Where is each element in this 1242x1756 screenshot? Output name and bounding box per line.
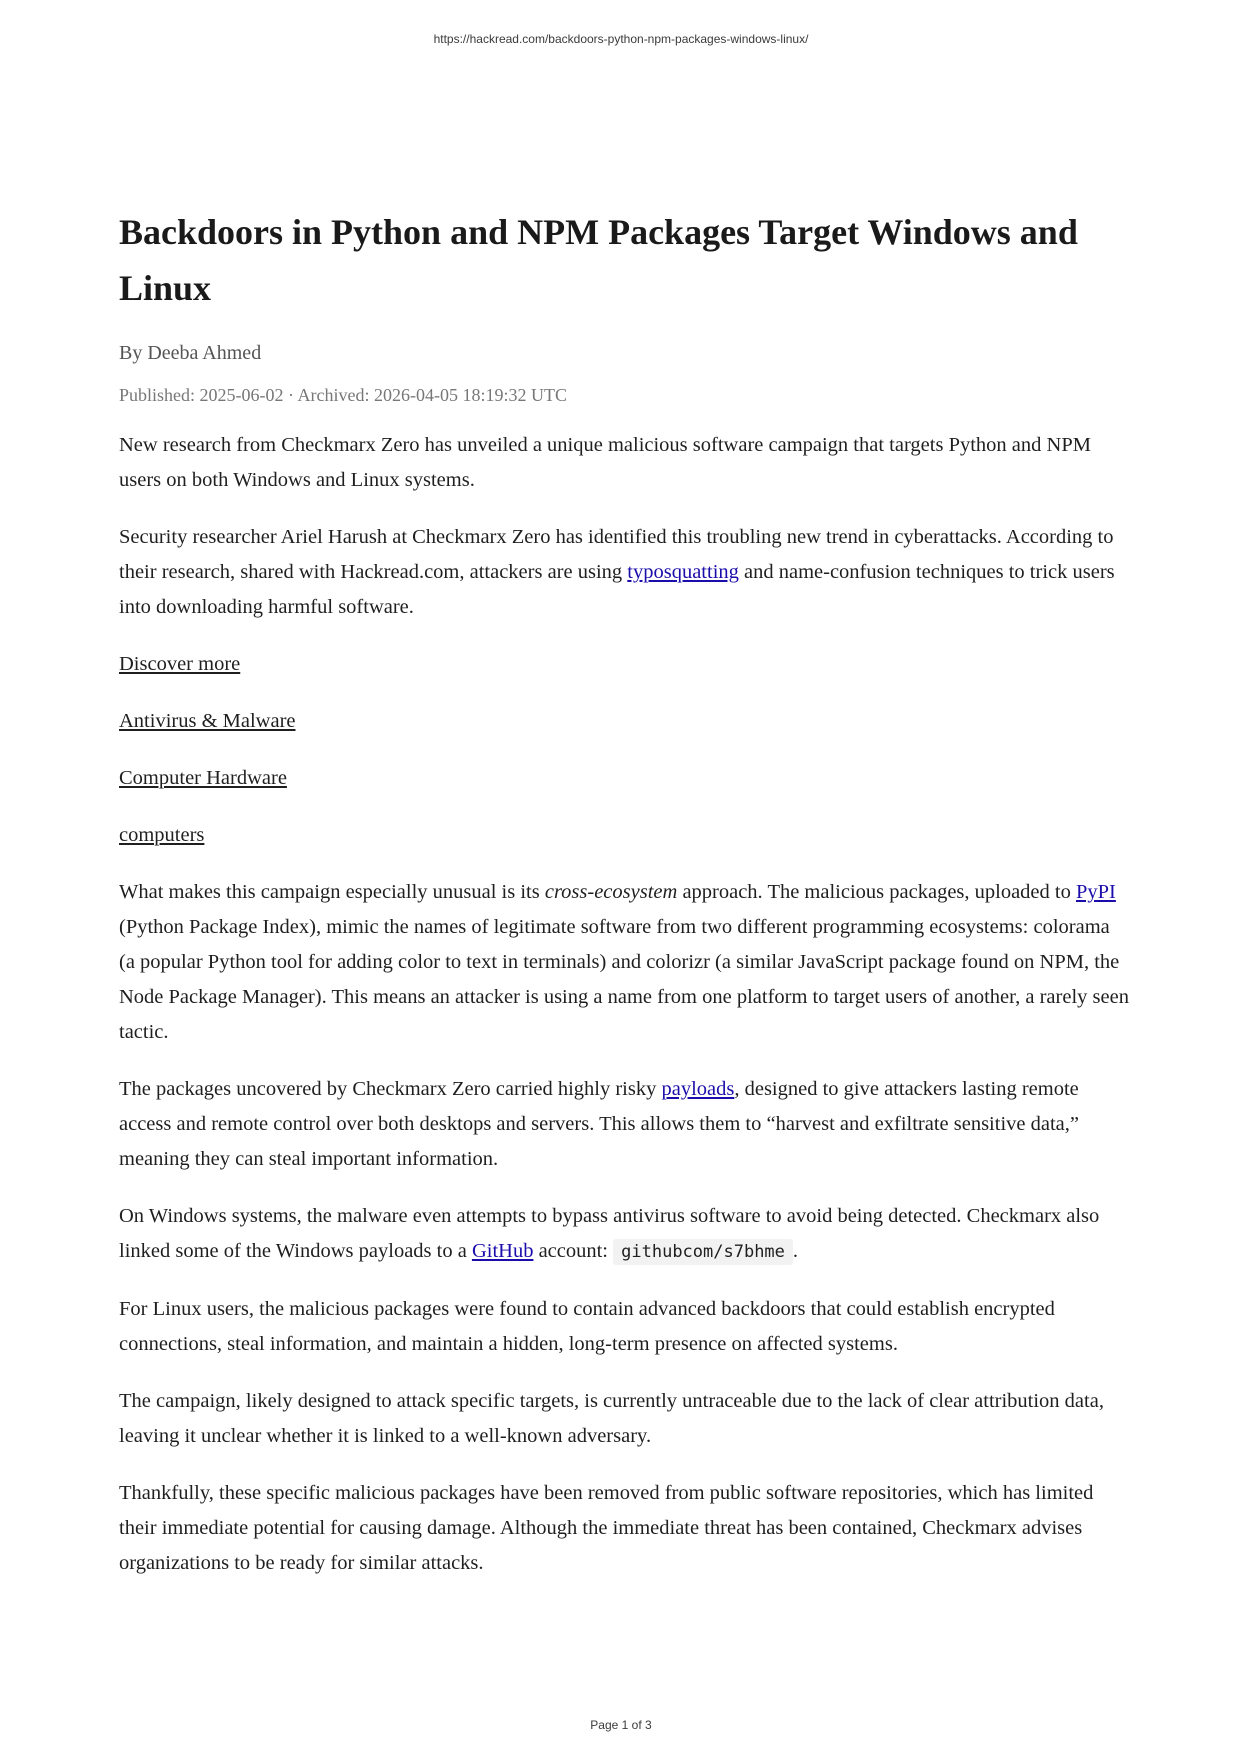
paragraph-removed: Thankfully, these specific malicious packages have been removed from public software repositories, which has limited their immediate potential for causing damage. Although the immediate threat has been contained, Checkmarx advises organizations to be ready for similar attacks. [119,1482,1094,1574]
text: . [792,1240,799,1262]
github-account-code: githubcom/s7bhme [613,1239,793,1265]
article [119,204,1129,1603]
paragraph-cross-ecosystem [119,875,1129,1050]
discover-more-link[interactable]: Discover more [119,653,241,675]
emphasis: cross-ecosystem [544,881,678,903]
paragraph-linux: For Linux users, the malicious packages were found to contain advanced backdoors that could establish encrypted connections, steal information, and maintain a hidden, long-term presence on affected systems. [119,1298,1055,1355]
article-title: Backdoors in Python and NPM Packages Target Windows and Linux [119,212,1078,308]
link-paragraph [119,647,1129,682]
page-url: https://hackread.com/backdoors-python-npm-packages-windows-linux/ [433,32,809,46]
text: , designed to give attackers lasting remote access and remote control over both desktops and servers. This allows them to “harvest and exfiltrate sensitive data,” meaning they can steal important information. [119,1078,1079,1170]
paragraph-payloads [119,1072,1129,1177]
publish-meta: Published: 2025-06-02 · Archived: 2026-04-05 18:19:32 UTC [119,385,567,405]
link-paragraph [119,761,1129,796]
computers-link[interactable]: computers [119,824,205,846]
text: account: [533,1240,614,1262]
paragraph-researcher [119,520,1129,625]
antivirus-malware-link[interactable]: Antivirus & Malware [119,710,296,732]
payloads-link[interactable]: payloads [661,1078,735,1100]
link-paragraph [119,818,1129,853]
link-paragraph [119,704,1129,739]
paragraph-windows [119,1199,1129,1270]
github-link[interactable]: GitHub [471,1240,534,1262]
text: and name-confusion techniques to trick users into downloading harmful software. [119,561,1115,618]
paragraph-attribution: The campaign, likely designed to attack specific targets, is currently untraceable due to the lack of clear attribution data, leaving it unclear whether it is linked to a well-known adversary. [119,1390,1104,1447]
text: (Python Package Index), mimic the names of legitimate software from two different programming ecosystems: colorama (a popular Python tool for adding color to text in terminals) and colorizr (a similar JavaScript package found on NPM, the Node Package Manager). This means an attacker is using a name from one platform to target users of another, a rarely seen tactic. [119,916,1129,1043]
text: approach. The malicious packages, uploaded to [677,881,1076,903]
byline: By Deeba Ahmed [119,342,262,364]
text: On Windows systems, the malware even attempts to bypass antivirus software to avoid being detected. Checkmarx also linked some of the Windows payloads to a [119,1205,1100,1262]
page-number: Page 1 of 3 [590,1718,652,1732]
computer-hardware-link[interactable]: Computer Hardware [119,767,287,789]
text: Security researcher Ariel Harush at Checkmarx Zero has identified this troubling new trend in cyberattacks. According to their research, shared with Hackread.com, attackers are using [119,526,1114,583]
typosquatting-link[interactable]: typosquatting [627,561,739,583]
paragraph-intro: New research from Checkmarx Zero has unveiled a unique malicious software campaign that targets Python and NPM users on both Windows and Linux systems. [119,434,1091,491]
pypi-link[interactable]: PyPI [1075,881,1116,903]
text: What makes this campaign especially unusual is its [119,881,545,903]
text: The packages uncovered by Checkmarx Zero carried highly risky [119,1078,662,1100]
